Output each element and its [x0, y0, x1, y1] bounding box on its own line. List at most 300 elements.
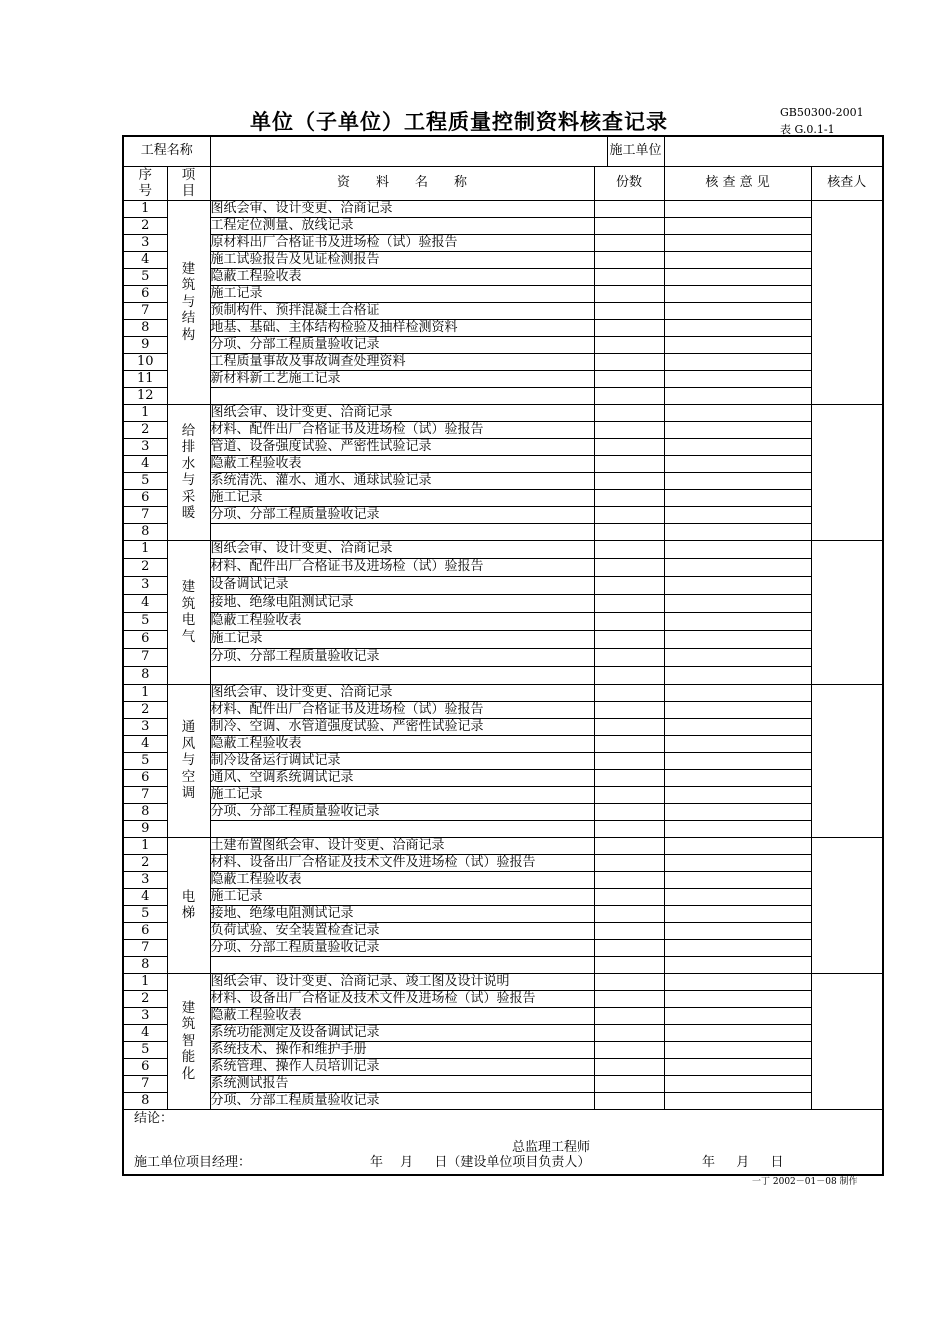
copies-cell[interactable] — [594, 576, 664, 594]
table-row — [123, 871, 883, 888]
opinion-cell[interactable] — [664, 234, 811, 251]
checker-cell[interactable] — [811, 973, 883, 1109]
opinion-cell[interactable] — [664, 820, 811, 837]
conclusion-area — [123, 1109, 883, 1175]
row-number: 3 — [123, 1007, 167, 1024]
table-row — [123, 1058, 883, 1075]
table-row — [123, 540, 883, 558]
material-name-cell: 分项、分部工程质量验收记录 — [210, 939, 594, 956]
opinion-cell[interactable] — [664, 1092, 811, 1109]
copies-cell[interactable] — [594, 234, 664, 251]
checker-cell[interactable] — [811, 684, 883, 837]
copies-cell[interactable] — [594, 990, 664, 1007]
copies-cell[interactable] — [594, 684, 664, 701]
table-number: 表 G.0.1-1 — [780, 123, 835, 136]
opinion-header: 核 查 意 见 — [664, 166, 811, 200]
row-number: 8 — [123, 523, 167, 540]
opinion-cell[interactable] — [664, 1058, 811, 1075]
table-row — [123, 506, 883, 523]
copies-cell[interactable] — [594, 922, 664, 939]
material-name-cell: 材料、设备出厂合格证及技术文件及进场检（试）验报告 — [210, 990, 594, 1007]
copies-cell[interactable] — [594, 905, 664, 922]
row-number: 8 — [123, 666, 167, 684]
table-row — [123, 973, 883, 990]
table-row — [123, 336, 883, 353]
table-row — [123, 752, 883, 769]
row-number: 8 — [123, 956, 167, 973]
material-name-cell: 制冷、空调、水管道强度试验、严密性试验记录 — [210, 718, 594, 735]
material-name-cell: 材料、配件出厂合格证书及进场检（试）验报告 — [210, 701, 594, 718]
material-name-cell: 制冷设备运行调试记录 — [210, 752, 594, 769]
row-number: 10 — [123, 353, 167, 370]
row-number: 9 — [123, 820, 167, 837]
project-info-row — [123, 136, 883, 166]
seq-header: 序号 — [123, 166, 167, 200]
table-row — [123, 684, 883, 701]
copies-cell[interactable] — [594, 820, 664, 837]
opinion-cell[interactable] — [664, 217, 811, 234]
material-name-cell: 施工记录 — [210, 630, 594, 648]
copies-cell[interactable] — [594, 752, 664, 769]
standard-code: GB50300-2001 — [780, 106, 864, 119]
checker-cell[interactable] — [811, 837, 883, 973]
pm-label: 施工单位项目经理： — [134, 1154, 252, 1170]
section-category — [167, 540, 210, 684]
table-row — [123, 701, 883, 718]
conclusion-row — [123, 1109, 883, 1175]
opinion-cell[interactable] — [664, 1075, 811, 1092]
table-row — [123, 594, 883, 612]
material-name-cell: 图纸会审、设计变更、洽商记录 — [210, 200, 594, 217]
material-name-cell: 通风、空调系统调试记录 — [210, 769, 594, 786]
table-row — [123, 558, 883, 576]
material-name-cell: 工程定位测量、放线记录 — [210, 217, 594, 234]
table-row — [123, 455, 883, 472]
opinion-cell[interactable] — [664, 268, 811, 285]
section-category — [167, 973, 210, 1109]
copies-cell[interactable] — [594, 888, 664, 905]
copies-cell[interactable] — [594, 302, 664, 319]
quality-control-record-table — [122, 135, 884, 1176]
copies-cell[interactable] — [594, 455, 664, 472]
material-name-header: 资 料 名 称 — [210, 166, 594, 200]
column-header-row — [123, 166, 883, 200]
table-row — [123, 1007, 883, 1024]
row-number: 9 — [123, 336, 167, 353]
table-row — [123, 472, 883, 489]
row-number: 3 — [123, 871, 167, 888]
row-number: 4 — [123, 594, 167, 612]
material-name-cell: 系统技术、操作和维护手册 — [210, 1041, 594, 1058]
row-number: 6 — [123, 285, 167, 302]
copies-cell[interactable] — [594, 973, 664, 990]
copies-cell[interactable] — [594, 803, 664, 820]
material-name-cell: 分项、分部工程质量验收记录 — [210, 506, 594, 523]
copies-cell[interactable] — [594, 489, 664, 506]
row-number: 5 — [123, 905, 167, 922]
section-category — [167, 404, 210, 540]
row-number: 6 — [123, 630, 167, 648]
copies-cell[interactable] — [594, 701, 664, 718]
copies-cell[interactable] — [594, 735, 664, 752]
opinion-cell[interactable] — [664, 319, 811, 336]
opinion-cell[interactable] — [664, 302, 811, 319]
material-name-cell: 施工记录 — [210, 489, 594, 506]
opinion-cell[interactable] — [664, 200, 811, 217]
copies-cell[interactable] — [594, 1007, 664, 1024]
opinion-cell[interactable] — [664, 404, 811, 421]
row-number: 1 — [123, 973, 167, 990]
opinion-cell[interactable] — [664, 786, 811, 803]
material-name-cell: 接地、绝缘电阻测试记录 — [210, 905, 594, 922]
opinion-cell[interactable] — [664, 506, 811, 523]
table-row — [123, 217, 883, 234]
row-number: 11 — [123, 370, 167, 387]
row-number: 7 — [123, 786, 167, 803]
material-name-cell: 隐蔽工程验收表 — [210, 268, 594, 285]
copies-cell[interactable] — [594, 523, 664, 540]
row-number: 8 — [123, 319, 167, 336]
copies-cell[interactable] — [594, 769, 664, 786]
copies-cell[interactable] — [594, 421, 664, 438]
table-row — [123, 421, 883, 438]
copies-cell[interactable] — [594, 648, 664, 666]
project-header: 项目 — [167, 166, 210, 200]
opinion-cell[interactable] — [664, 871, 811, 888]
table-row — [123, 489, 883, 506]
copies-cell[interactable] — [594, 854, 664, 871]
section-category — [167, 837, 210, 973]
conclusion-label: 结论： — [134, 1110, 174, 1126]
opinion-cell[interactable] — [664, 769, 811, 786]
copies-cell[interactable] — [594, 939, 664, 956]
contractor-label: 施工单位 — [607, 136, 664, 166]
opinion-cell[interactable] — [664, 558, 811, 576]
copies-header: 份数 — [594, 166, 664, 200]
row-number: 7 — [123, 1075, 167, 1092]
opinion-cell[interactable] — [664, 990, 811, 1007]
table-row — [123, 200, 883, 217]
table-row — [123, 1024, 883, 1041]
row-number: 7 — [123, 506, 167, 523]
table-row — [123, 939, 883, 956]
table-row — [123, 666, 883, 684]
material-name-cell: 材料、设备出厂合格证及技术文件及进场检（试）验报告 — [210, 854, 594, 871]
table-row — [123, 786, 883, 803]
table-row — [123, 769, 883, 786]
row-number: 4 — [123, 455, 167, 472]
opinion-cell[interactable] — [664, 666, 811, 684]
material-name-cell: 材料、配件出厂合格证书及进场检（试）验报告 — [210, 421, 594, 438]
table-row — [123, 1092, 883, 1109]
material-name-cell: 隐蔽工程验收表 — [210, 1007, 594, 1024]
table-row — [123, 576, 883, 594]
row-number: 6 — [123, 1058, 167, 1075]
section-category-label: 电梯 — [181, 888, 196, 921]
copies-cell[interactable] — [594, 1092, 664, 1109]
table-row — [123, 612, 883, 630]
section-category-label: 通风与空调 — [181, 719, 196, 802]
material-name-cell: 分项、分部工程质量验收记录 — [210, 336, 594, 353]
opinion-cell[interactable] — [664, 684, 811, 701]
copies-cell[interactable] — [594, 540, 664, 558]
section-category-label: 给排水与采暖 — [181, 422, 196, 521]
opinion-cell[interactable] — [664, 472, 811, 489]
material-name-cell — [210, 666, 594, 684]
material-name-cell: 分项、分部工程质量验收记录 — [210, 1092, 594, 1109]
row-number: 3 — [123, 576, 167, 594]
copies-cell[interactable] — [594, 353, 664, 370]
material-name-cell: 负荷试验、安全装置检查记录 — [210, 922, 594, 939]
table-row — [123, 285, 883, 302]
copies-cell[interactable] — [594, 387, 664, 404]
row-number: 2 — [123, 701, 167, 718]
table-row — [123, 820, 883, 837]
table-row — [123, 888, 883, 905]
opinion-cell[interactable] — [664, 905, 811, 922]
material-name-cell: 隐蔽工程验收表 — [210, 455, 594, 472]
table-row — [123, 1075, 883, 1092]
table-row — [123, 523, 883, 540]
material-name-cell: 土建布置图纸会审、设计变更、洽商记录 — [210, 837, 594, 854]
copies-cell[interactable] — [594, 268, 664, 285]
row-number: 1 — [123, 540, 167, 558]
material-name-cell: 新材料新工艺施工记录 — [210, 370, 594, 387]
opinion-cell[interactable] — [664, 612, 811, 630]
table-row — [123, 648, 883, 666]
table-row — [123, 404, 883, 421]
opinion-cell[interactable] — [664, 973, 811, 990]
row-number: 4 — [123, 1024, 167, 1041]
material-name-cell: 预制构件、预拌混凝土合格证 — [210, 302, 594, 319]
row-number: 2 — [123, 217, 167, 234]
copies-cell[interactable] — [594, 1041, 664, 1058]
table-row — [123, 1041, 883, 1058]
opinion-cell[interactable] — [664, 285, 811, 302]
section-category-label: 建筑与结构 — [181, 260, 196, 343]
table-row — [123, 353, 883, 370]
opinion-cell[interactable] — [664, 594, 811, 612]
copies-cell[interactable] — [594, 217, 664, 234]
copies-cell[interactable] — [594, 370, 664, 387]
copies-cell[interactable] — [594, 1024, 664, 1041]
checker-cell[interactable] — [811, 540, 883, 684]
row-number: 8 — [123, 803, 167, 820]
row-number: 8 — [123, 1092, 167, 1109]
copies-cell[interactable] — [594, 251, 664, 268]
opinion-cell[interactable] — [664, 803, 811, 820]
opinion-cell[interactable] — [664, 752, 811, 769]
opinion-cell[interactable] — [664, 735, 811, 752]
table-row — [123, 922, 883, 939]
contractor-field[interactable] — [664, 136, 883, 166]
copies-cell[interactable] — [594, 336, 664, 353]
copies-cell[interactable] — [594, 506, 664, 523]
table-row — [123, 905, 883, 922]
row-number: 6 — [123, 769, 167, 786]
opinion-cell[interactable] — [664, 922, 811, 939]
opinion-cell[interactable] — [664, 1024, 811, 1041]
opinion-cell[interactable] — [664, 630, 811, 648]
date-left: 年 月 日（建设单位项目负责人） — [370, 1154, 591, 1170]
opinion-cell[interactable] — [664, 956, 811, 973]
opinion-cell[interactable] — [664, 353, 811, 370]
material-name-cell: 设备调试记录 — [210, 576, 594, 594]
opinion-cell[interactable] — [664, 540, 811, 558]
copies-cell[interactable] — [594, 472, 664, 489]
material-name-cell: 系统管理、操作人员培训记录 — [210, 1058, 594, 1075]
material-name-cell — [210, 956, 594, 973]
row-number: 1 — [123, 837, 167, 854]
copies-cell[interactable] — [594, 558, 664, 576]
date-right: 年 月 日 — [702, 1154, 784, 1170]
row-number: 5 — [123, 472, 167, 489]
row-number: 1 — [123, 684, 167, 701]
project-name-label: 工程名称 — [123, 136, 210, 166]
table-row — [123, 370, 883, 387]
material-name-cell: 系统功能测定及设备调试记录 — [210, 1024, 594, 1041]
copies-cell[interactable] — [594, 200, 664, 217]
opinion-cell[interactable] — [664, 455, 811, 472]
opinion-cell[interactable] — [664, 837, 811, 854]
table-row — [123, 319, 883, 336]
form-title: 单位（子单位）工程质量控制资料核查记录 — [250, 109, 668, 134]
opinion-cell[interactable] — [664, 489, 811, 506]
material-name-cell: 分项、分部工程质量验收记录 — [210, 648, 594, 666]
material-name-cell — [210, 387, 594, 404]
material-name-cell: 材料、配件出厂合格证书及进场检（试）验报告 — [210, 558, 594, 576]
row-number: 5 — [123, 612, 167, 630]
opinion-cell[interactable] — [664, 854, 811, 871]
table-row — [123, 956, 883, 973]
copies-cell[interactable] — [594, 285, 664, 302]
material-name-cell: 工程质量事故及事故调查处理资料 — [210, 353, 594, 370]
table-row — [123, 438, 883, 455]
row-number: 7 — [123, 648, 167, 666]
material-name-cell: 隐蔽工程验收表 — [210, 871, 594, 888]
material-name-cell: 接地、绝缘电阻测试记录 — [210, 594, 594, 612]
copies-cell[interactable] — [594, 718, 664, 735]
table-row — [123, 251, 883, 268]
table-row — [123, 302, 883, 319]
opinion-cell[interactable] — [664, 888, 811, 905]
row-number: 3 — [123, 718, 167, 735]
material-name-cell: 施工试验报告及见证检测报告 — [210, 251, 594, 268]
table-row — [123, 854, 883, 871]
checker-header: 核查人 — [811, 166, 883, 200]
material-name-cell: 系统清洗、灌水、通水、通球试验记录 — [210, 472, 594, 489]
copies-cell[interactable] — [594, 1058, 664, 1075]
section-category-label: 建筑电气 — [181, 579, 196, 645]
section-category-label: 建筑智能化 — [181, 999, 196, 1082]
opinion-cell[interactable] — [664, 251, 811, 268]
copies-cell[interactable] — [594, 666, 664, 684]
checker-cell[interactable] — [811, 404, 883, 540]
opinion-cell[interactable] — [664, 701, 811, 718]
section-category — [167, 200, 210, 404]
table-row — [123, 630, 883, 648]
row-number: 1 — [123, 200, 167, 217]
opinion-cell[interactable] — [664, 523, 811, 540]
opinion-cell[interactable] — [664, 370, 811, 387]
table-row — [123, 718, 883, 735]
material-name-cell: 地基、基础、主体结构检验及抽样检测资料 — [210, 319, 594, 336]
row-number: 2 — [123, 421, 167, 438]
material-name-cell: 施工记录 — [210, 888, 594, 905]
copies-cell[interactable] — [594, 956, 664, 973]
row-number: 2 — [123, 854, 167, 871]
opinion-cell[interactable] — [664, 421, 811, 438]
table-row — [123, 990, 883, 1007]
row-number: 4 — [123, 888, 167, 905]
row-number: 3 — [123, 234, 167, 251]
opinion-cell[interactable] — [664, 576, 811, 594]
row-number: 3 — [123, 438, 167, 455]
row-number: 5 — [123, 1041, 167, 1058]
opinion-cell[interactable] — [664, 939, 811, 956]
opinion-cell[interactable] — [664, 1041, 811, 1058]
material-name-cell: 隐蔽工程验收表 — [210, 735, 594, 752]
opinion-cell[interactable] — [664, 648, 811, 666]
table-row — [123, 803, 883, 820]
opinion-cell[interactable] — [664, 718, 811, 735]
row-number: 1 — [123, 404, 167, 421]
opinion-cell[interactable] — [664, 336, 811, 353]
row-number: 5 — [123, 752, 167, 769]
section-category — [167, 684, 210, 837]
material-name-cell: 图纸会审、设计变更、洽商记录 — [210, 684, 594, 701]
row-number: 4 — [123, 735, 167, 752]
material-name-cell: 隐蔽工程验收表 — [210, 612, 594, 630]
material-name-cell: 系统测试报告 — [210, 1075, 594, 1092]
row-number: 2 — [123, 558, 167, 576]
copies-cell[interactable] — [594, 404, 664, 421]
opinion-cell[interactable] — [664, 1007, 811, 1024]
copies-cell[interactable] — [594, 612, 664, 630]
material-name-cell: 图纸会审、设计变更、洽商记录 — [210, 540, 594, 558]
copies-cell[interactable] — [594, 319, 664, 336]
opinion-cell[interactable] — [664, 387, 811, 404]
copies-cell[interactable] — [594, 786, 664, 803]
checker-cell[interactable] — [811, 200, 883, 404]
material-name-cell: 施工记录 — [210, 285, 594, 302]
row-number: 6 — [123, 922, 167, 939]
table-row — [123, 234, 883, 251]
copies-cell[interactable] — [594, 871, 664, 888]
material-name-cell: 原材料出厂合格证书及进场检（试）验报告 — [210, 234, 594, 251]
material-name-cell: 施工记录 — [210, 786, 594, 803]
table-row — [123, 387, 883, 404]
material-name-cell — [210, 523, 594, 540]
material-name-cell: 图纸会审、设计变更、洽商记录、竣工图及设计说明 — [210, 973, 594, 990]
material-name-cell: 管道、设备强度试验、严密性试验记录 — [210, 438, 594, 455]
material-name-cell: 分项、分部工程质量验收记录 — [210, 803, 594, 820]
row-number: 7 — [123, 302, 167, 319]
copies-cell[interactable] — [594, 630, 664, 648]
row-number: 7 — [123, 939, 167, 956]
table-row — [123, 837, 883, 854]
row-number: 4 — [123, 251, 167, 268]
copies-cell[interactable] — [594, 594, 664, 612]
copies-cell[interactable] — [594, 1075, 664, 1092]
material-name-cell: 图纸会审、设计变更、洽商记录 — [210, 404, 594, 421]
copies-cell[interactable] — [594, 438, 664, 455]
project-name-field[interactable] — [210, 136, 607, 166]
table-row — [123, 268, 883, 285]
opinion-cell[interactable] — [664, 438, 811, 455]
copies-cell[interactable] — [594, 837, 664, 854]
row-number: 12 — [123, 387, 167, 404]
